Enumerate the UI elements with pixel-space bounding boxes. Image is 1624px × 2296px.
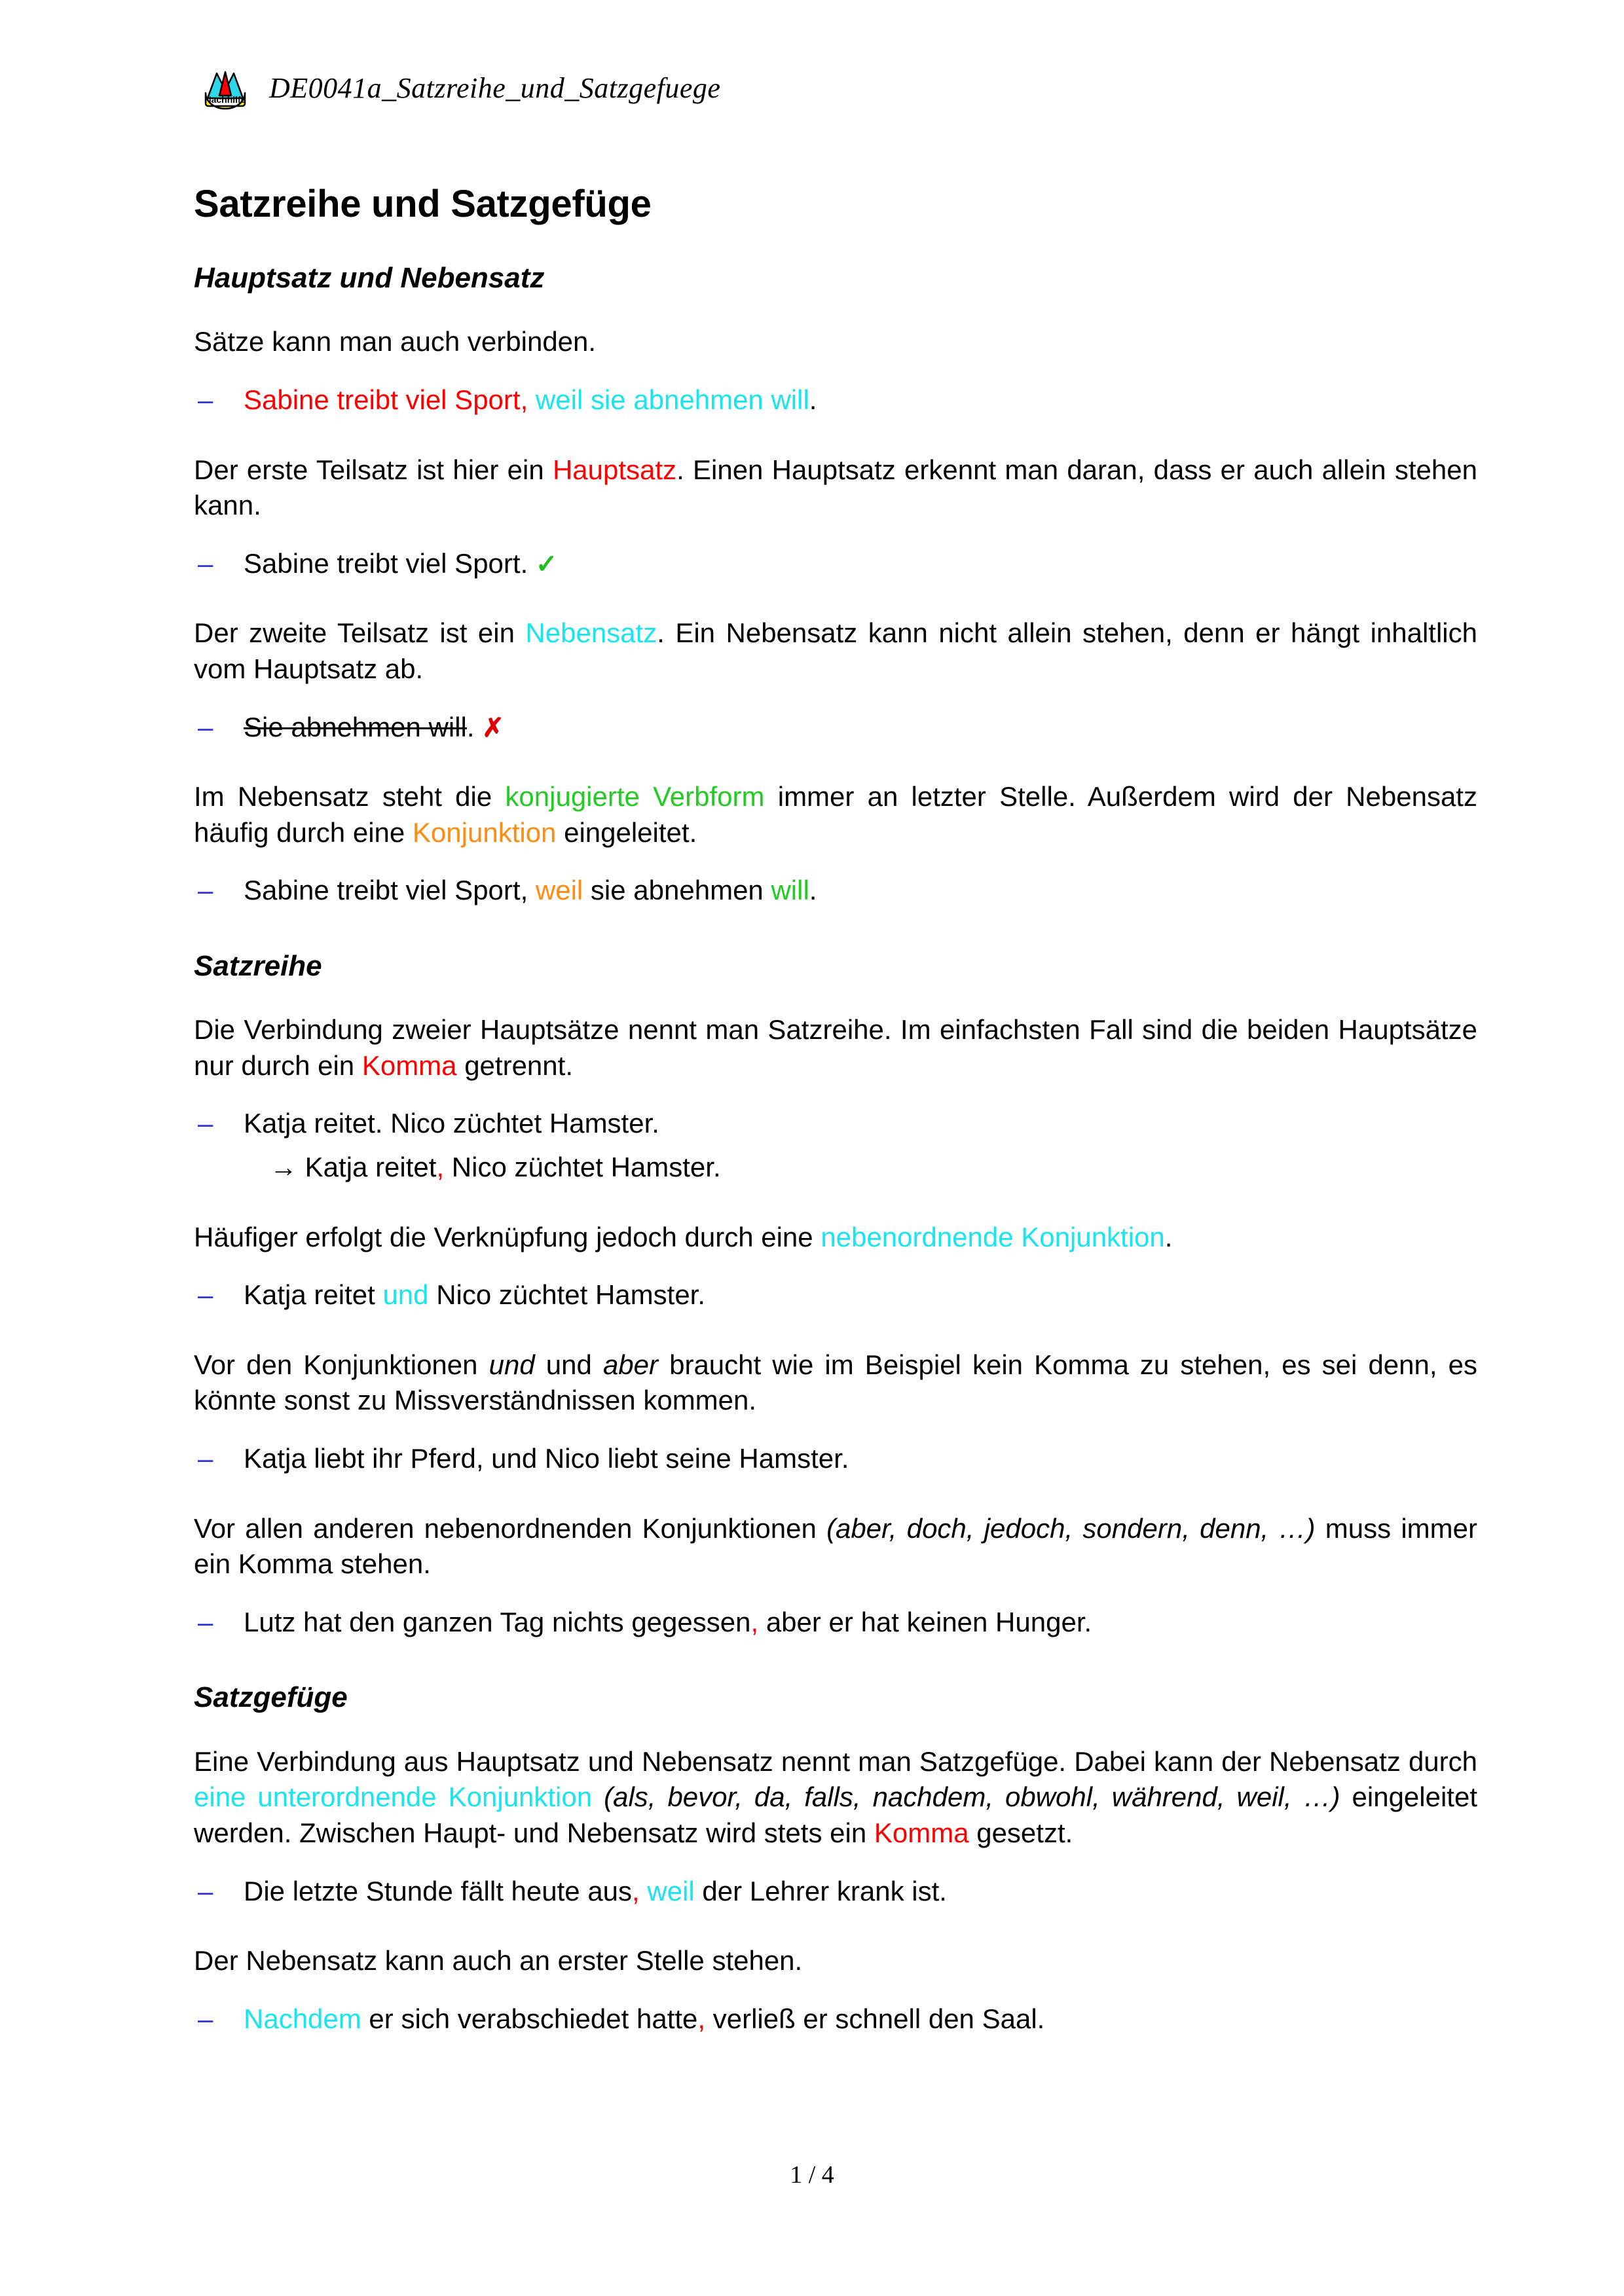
svg-text:Nachhilfe: Nachhilfe: [204, 94, 246, 105]
text-run: muss immer ein Komma stehen.: [194, 1512, 1477, 1580]
example-item: [194, 1277, 1477, 1313]
text-run: der Lehrer krank ist.: [694, 1875, 947, 1906]
keyword-unterordnende-konjunktion: eine unterordnende Konjunktion: [194, 1781, 593, 1813]
paragraph-satzreihe-2: [194, 1220, 1477, 1256]
text-run: Nico züchtet Hamster.: [428, 1279, 706, 1311]
text-run: Sabine treibt viel Sport,: [244, 875, 528, 906]
example-comma: ,: [750, 1606, 759, 1637]
example-item: [194, 873, 1477, 909]
page-number: 1 / 4: [790, 2161, 834, 2189]
text-run: Die letzte Stunde fällt heute aus: [244, 1875, 633, 1906]
example-item: [194, 1441, 1477, 1477]
italic-konjunktionen-list: (aber, doch, jedoch, sondern, denn, …): [826, 1512, 1316, 1544]
bullet-dash-icon: –: [198, 547, 213, 579]
text-run: Die Verbindung zweier Hauptsätze nennt man Satzreihe. Im einfachsten Fall sind die beiden Hauptsätze nur durch ein: [194, 1014, 1477, 1081]
header-document-code: DE0041a_Satzreihe_und_Satzgefuege: [269, 72, 721, 104]
bullet-dash-icon: –: [198, 2003, 213, 2034]
text-run: eingeleitet werden. Zwischen Haupt- und Nebensatz wird stets ein: [194, 1781, 1478, 1848]
bullet-dash-icon: –: [198, 711, 213, 742]
example-comma: ,: [436, 1152, 445, 1183]
text-run: Vor den Konjunktionen: [194, 1349, 489, 1380]
text-run: verließ er schnell den Saal.: [705, 2003, 1045, 2034]
paragraph-satzreihe-4: [194, 1511, 1477, 1582]
cross-icon: ✗: [482, 713, 504, 742]
text-run: .: [809, 875, 817, 906]
keyword-komma: Komma: [361, 1049, 457, 1081]
keyword-nebensatz: Nebensatz: [525, 617, 657, 649]
keyword-nebenordnende-konjunktion: nebenordnende Konjunktion: [821, 1221, 1165, 1252]
keyword-konjunktion: Konjunktion: [412, 816, 557, 848]
text-run: Eine Verbindung aus Hauptsatz und Nebensatz nennt man Satzgefüge. Dabei kann der Nebensatz durch: [194, 1745, 1477, 1777]
page-title: Satzreihe und Satzgefüge: [194, 183, 652, 225]
italic-aber: aber: [602, 1349, 659, 1380]
text-run: Katja reitet: [244, 1279, 383, 1311]
example-item-struck: [194, 710, 1477, 746]
paragraph-satzgefuege-1: [194, 1744, 1477, 1851]
example-item: [194, 1605, 1477, 1641]
text-run: immer an letzter Stelle. Außerdem wird der Nebensatz häufig durch eine: [194, 781, 1477, 848]
page-footer: [0, 2160, 1624, 2189]
text-run: .: [1164, 1221, 1173, 1252]
example-period: .: [466, 711, 475, 742]
example-item: [194, 2001, 1477, 2037]
example-item: [194, 546, 1477, 582]
text-run: . Ein Nebensatz kann nicht allein stehen, denn er hängt inhaltlich vom Hauptsatz ab.: [194, 617, 1477, 684]
keyword-will: will: [771, 875, 809, 906]
text-run: Im Nebensatz steht die: [194, 781, 506, 812]
keyword-weil: weil: [639, 1875, 695, 1906]
nachhilfe-logo-icon: [200, 64, 251, 113]
keyword-und: und: [382, 1279, 429, 1311]
arrow-right-icon: →: [270, 1152, 297, 1183]
example-result-item: [194, 1150, 1477, 1186]
text-run: Der erste Teilsatz ist hier ein: [194, 454, 553, 485]
paragraph-satzreihe-3: [194, 1347, 1477, 1419]
example-text: Katja reitet. Nico züchtet Hamster.: [244, 1108, 659, 1139]
section-heading-satzgefuege: Satzgefüge: [194, 1681, 348, 1714]
text-run: sie abnehmen: [583, 875, 771, 906]
text-run: aber er hat keinen Hunger.: [758, 1606, 1092, 1637]
text-run: eingeleitet.: [556, 816, 697, 848]
example-text: Sabine treibt viel Sport.: [244, 547, 528, 579]
text-run: getrennt.: [456, 1049, 573, 1081]
example-comma: ,: [697, 2003, 706, 2034]
text-run: braucht wie im Beispiel kein Komma zu stehen, es sei denn, es könnte sonst zu Missverständnissen kommen.: [194, 1349, 1477, 1416]
paragraph-satzreihe-1: [194, 1012, 1477, 1084]
text-run: Vor allen anderen nebenordnenden Konjunktionen: [194, 1512, 827, 1544]
example-hauptsatz-part: Sabine treibt viel Sport: [244, 384, 521, 415]
document-body: [194, 183, 1477, 2059]
bullet-dash-icon: –: [198, 875, 213, 906]
text-run: Katja reitet: [297, 1152, 437, 1183]
text-run: er sich verabschiedet hatte: [361, 2003, 698, 2034]
example-nebensatz-part: weil sie abnehmen will: [528, 384, 809, 415]
text-run: [592, 1781, 604, 1812]
bullet-dash-icon: –: [198, 1279, 213, 1311]
bullet-dash-icon: –: [198, 1606, 213, 1637]
example-period: .: [809, 384, 817, 415]
keyword-nachdem: Nachdem: [244, 2003, 361, 2034]
example-comma: ,: [632, 1875, 640, 1906]
text-run: Der zweite Teilsatz ist ein: [194, 617, 526, 649]
paragraph-satzgefuege-2: Der Nebensatz kann auch an erster Stelle stehen.: [194, 1945, 803, 1977]
bullet-dash-icon: –: [198, 384, 213, 415]
section-heading-hauptsatz-nebensatz: Hauptsatz und Nebensatz: [194, 261, 545, 294]
text-run: Häufiger erfolgt die Verknüpfung jedoch durch eine: [194, 1221, 821, 1252]
bullet-dash-icon: –: [198, 1108, 213, 1139]
keyword-verbform: konjugierte Verbform: [505, 781, 765, 812]
keyword-hauptsatz: Hauptsatz: [552, 454, 677, 485]
paragraph-verbform: [194, 779, 1477, 850]
italic-konjunktionen-list: (als, bevor, da, falls, nachdem, obwohl, während, weil, …): [604, 1781, 1340, 1813]
example-text: Katja liebt ihr Pferd, und Nico liebt seine Hamster.: [244, 1443, 849, 1474]
bullet-dash-icon: –: [198, 1443, 213, 1474]
example-item: [194, 382, 1477, 418]
keyword-komma: Komma: [874, 1817, 969, 1848]
paragraph-hauptsatz: [194, 452, 1477, 524]
checkmark-icon: ✓: [535, 549, 558, 579]
text-run: und: [534, 1349, 603, 1380]
section-heading-satzreihe: Satzreihe: [194, 949, 322, 982]
example-item: [194, 1874, 1477, 1910]
example-struck-text: Sie abnehmen will: [244, 711, 467, 742]
example-item: [194, 1106, 1477, 1142]
italic-und: und: [489, 1349, 535, 1380]
text-run: Lutz hat den ganzen Tag nichts gegessen: [244, 1606, 751, 1637]
document-header: [200, 64, 720, 113]
paragraph-nebensatz: [194, 615, 1477, 687]
example-comma: ,: [520, 384, 528, 415]
text-run: gesetzt.: [969, 1817, 1073, 1848]
text-run: Nico züchtet Hamster.: [444, 1152, 721, 1183]
paragraph-intro: Sätze kann man auch verbinden.: [194, 326, 597, 357]
bullet-dash-icon: –: [198, 1875, 213, 1906]
keyword-weil: weil: [528, 875, 583, 906]
text-run: . Einen Hauptsatz erkennt man daran, dass er auch allein stehen kann.: [194, 454, 1477, 521]
